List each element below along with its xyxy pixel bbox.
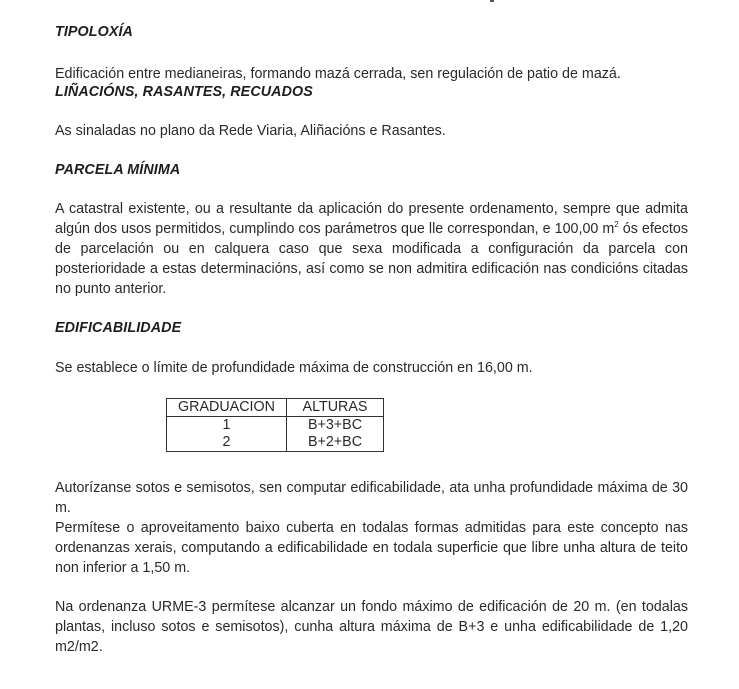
table-cell-alturas: B+2+BC [287, 434, 384, 452]
heading-edificabilidade: EDIFICABILIDADE [55, 320, 182, 336]
text-parcela-minima [55, 199, 688, 299]
table-header-row [167, 399, 384, 417]
parcela-text-before: A catastral existente, ou a resultante da aplicación do presente ordenamento, sempre que admita algún dos usos permitidos, cumplindo cos parámetros que lle correspondan, e 100,00 m [55, 201, 688, 237]
parcela-text-after: ós efectos de parcelación ou en calquera caso que sexa modificada a configuración da parcela con posterioridade a estas determinacións, así como se non admitira edificación nas condicións citadas no punto anterior. [55, 221, 688, 297]
table-header-graduacion: GRADUACION [167, 399, 287, 417]
table-header-alturas: ALTURAS [287, 399, 384, 417]
heading-parcela-minima: PARCELA MÍNIMA [55, 162, 181, 178]
text-sotos: Autorízanse sotos e semisotos, sen computar edificabilidade, ata unha profundidade máxima de 30 m. [55, 480, 688, 516]
text-linacions: As sinaladas no plano da Rede Viaria, Aliñacións e Rasantes. [55, 123, 446, 139]
parcela-superscript: 2 [614, 220, 619, 230]
table-row [167, 434, 384, 452]
scan-mark [490, 0, 494, 2]
text-profundidade: Se establece o límite de profundidade máxima de construcción en 16,00 m. [55, 360, 533, 376]
table-cell-graduacion: 2 [167, 434, 287, 452]
alturas-table [166, 398, 384, 452]
table-cell-graduacion: 1 [167, 417, 287, 435]
text-urme3: Na ordenanza URME-3 permítese alcanzar un fondo máximo de edificación de 20 m. (en todalas plantas, incluso sotos e semisotos), cunha altura máxima de B+3 e unha edificabilidade de 1,20 m2/m2. [55, 599, 688, 655]
heading-tipoloxia: TIPOLOXÍA [55, 24, 133, 40]
table-row [167, 417, 384, 435]
table-cell-alturas: B+3+BC [287, 417, 384, 435]
text-tipoloxia: Edificación entre medianeiras, formando mazá cerrada, sen regulación de patio de mazá. [55, 66, 621, 82]
text-baixo-cuberta: Permítese o aproveitamento baixo cuberta en todalas formas admitidas para este concepto nas ordenanzas xerais, computando a edificabilidade en todala superficie que libre unha altura de teito non inferior a 1,50 m. [55, 520, 688, 576]
heading-linacions: LIÑACIÓNS, RASANTES, RECUADOS [55, 84, 313, 100]
